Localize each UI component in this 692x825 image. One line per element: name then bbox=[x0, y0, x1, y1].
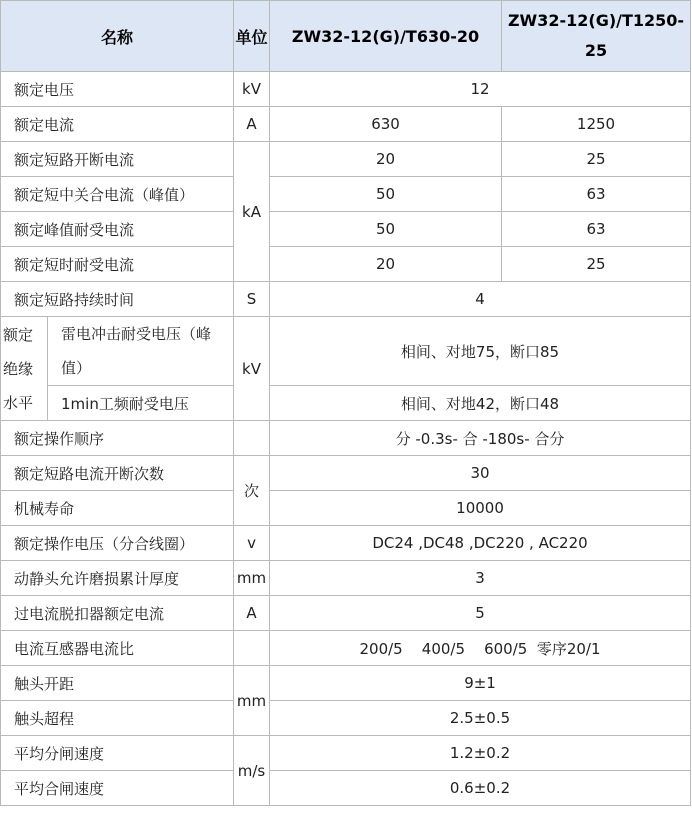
row-value: 10000 bbox=[270, 491, 691, 526]
group-unit-speed: m/s bbox=[234, 736, 270, 806]
table-row bbox=[1, 177, 691, 212]
group-unit-count: 次 bbox=[234, 456, 270, 526]
table-row bbox=[1, 107, 691, 142]
row-unit: S bbox=[234, 282, 270, 317]
row-value: 5 bbox=[270, 596, 691, 631]
row-value-model-2: 1250 bbox=[502, 107, 691, 142]
row-label: 额定操作顺序 bbox=[1, 421, 234, 456]
table-row bbox=[1, 282, 691, 317]
row-value: 30 bbox=[270, 456, 691, 491]
row-unit-empty bbox=[234, 421, 270, 456]
table-row bbox=[1, 317, 691, 386]
header-name: 名称 bbox=[1, 1, 234, 72]
header-unit: 单位 bbox=[234, 1, 270, 72]
row-label: 额定峰值耐受电流 bbox=[1, 212, 234, 247]
row-label: 平均合闸速度 bbox=[1, 771, 234, 806]
table-row bbox=[1, 701, 691, 736]
table-row bbox=[1, 456, 691, 491]
row-value: 3 bbox=[270, 561, 691, 596]
table-row bbox=[1, 142, 691, 177]
row-value: 200/5 400/5 600/5 零序20/1 bbox=[270, 631, 691, 666]
row-value-model-1: 630 bbox=[270, 107, 502, 142]
row-label: 触头开距 bbox=[1, 666, 234, 701]
group-unit-ka: kA bbox=[234, 142, 270, 282]
row-value-model-2: 25 bbox=[502, 247, 691, 282]
insulation-group-label: 额定绝缘水平 bbox=[1, 317, 48, 421]
row-label: 触头超程 bbox=[1, 701, 234, 736]
row-value-model-2: 25 bbox=[502, 142, 691, 177]
row-value: 4 bbox=[270, 282, 691, 317]
table-row bbox=[1, 596, 691, 631]
table-row bbox=[1, 631, 691, 666]
row-label: 过电流脱扣器额定电流 bbox=[1, 596, 234, 631]
row-label: 额定电压 bbox=[1, 72, 234, 107]
group-unit-mm: mm bbox=[234, 666, 270, 736]
row-value-model-1: 50 bbox=[270, 177, 502, 212]
table-row bbox=[1, 771, 691, 806]
table-row bbox=[1, 666, 691, 701]
row-label: 额定短路持续时间 bbox=[1, 282, 234, 317]
row-label: 电流互感器电流比 bbox=[1, 631, 234, 666]
row-unit: v bbox=[234, 526, 270, 561]
row-label: 平均分闸速度 bbox=[1, 736, 234, 771]
row-value: 2.5±0.5 bbox=[270, 701, 691, 736]
row-unit: A bbox=[234, 596, 270, 631]
row-label: 雷电冲击耐受电压（峰值） bbox=[48, 317, 234, 386]
table-row bbox=[1, 561, 691, 596]
table-row bbox=[1, 736, 691, 771]
header-model-1: ZW32-12(G)/T630-20 bbox=[270, 1, 502, 72]
row-label: 额定短中关合电流（峰值） bbox=[1, 177, 234, 212]
table-row bbox=[1, 212, 691, 247]
table-row bbox=[1, 247, 691, 282]
row-value: 9±1 bbox=[270, 666, 691, 701]
row-value-model-2: 63 bbox=[502, 212, 691, 247]
row-value-model-1: 20 bbox=[270, 247, 502, 282]
row-value: 相间、对地42，断口48 bbox=[270, 386, 691, 421]
row-value: 分 -0.3s- 合 -180s- 合分 bbox=[270, 421, 691, 456]
row-unit: kV bbox=[234, 72, 270, 107]
row-value-model-1: 20 bbox=[270, 142, 502, 177]
table-row bbox=[1, 386, 691, 421]
row-value: DC24 ,DC48 ,DC220 , AC220 bbox=[270, 526, 691, 561]
header-model-2: ZW32-12(G)/T1250-25 bbox=[502, 1, 691, 72]
row-label: 额定短路开断电流 bbox=[1, 142, 234, 177]
row-value-model-1: 50 bbox=[270, 212, 502, 247]
row-value: 0.6±0.2 bbox=[270, 771, 691, 806]
row-value-model-2: 63 bbox=[502, 177, 691, 212]
row-unit: A bbox=[234, 107, 270, 142]
row-value: 12 bbox=[270, 72, 691, 107]
row-label: 额定电流 bbox=[1, 107, 234, 142]
header-row bbox=[1, 1, 691, 72]
row-unit: mm bbox=[234, 561, 270, 596]
row-unit-empty bbox=[234, 631, 270, 666]
table-row bbox=[1, 491, 691, 526]
table-row bbox=[1, 421, 691, 456]
row-label: 机械寿命 bbox=[1, 491, 234, 526]
table-row bbox=[1, 526, 691, 561]
group-unit-kv: kV bbox=[234, 317, 270, 421]
row-label: 动静头允许磨损累计厚度 bbox=[1, 561, 234, 596]
row-label: 额定操作电压（分合线圈） bbox=[1, 526, 234, 561]
row-label: 额定短时耐受电流 bbox=[1, 247, 234, 282]
table-row bbox=[1, 72, 691, 107]
row-value: 相间、对地75，断口85 bbox=[270, 317, 691, 386]
row-value: 1.2±0.2 bbox=[270, 736, 691, 771]
row-label: 额定短路电流开断次数 bbox=[1, 456, 234, 491]
row-label: 1min工频耐受电压 bbox=[48, 386, 234, 421]
